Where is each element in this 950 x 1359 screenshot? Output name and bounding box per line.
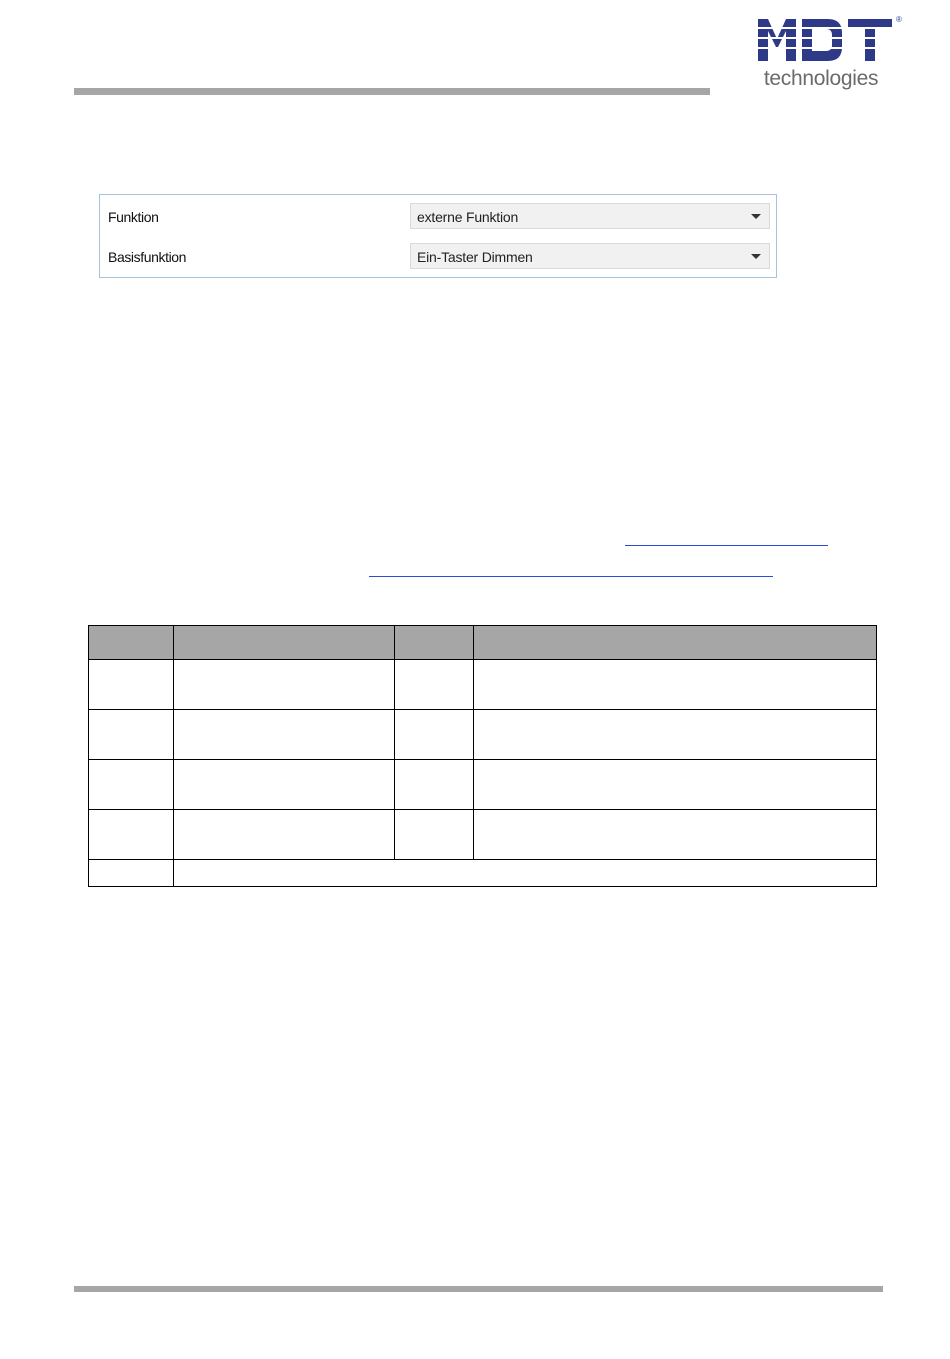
logo-subtitle: technologies — [763, 67, 879, 90]
table-header-row — [89, 626, 877, 660]
table-header-cell — [89, 626, 174, 660]
table-header-cell — [395, 626, 474, 660]
param-label-basisfunktion: Basisfunktion — [108, 249, 187, 265]
table-footer-row — [89, 860, 877, 887]
mdt-logo-mark — [756, 15, 896, 65]
table-row — [89, 760, 877, 810]
chevron-down-icon — [751, 254, 761, 259]
registered-mark: ® — [896, 15, 902, 24]
table-header-cell — [474, 626, 877, 660]
header-rule — [74, 88, 710, 95]
parameter-panel — [99, 194, 777, 278]
communication-objects-table — [88, 625, 877, 887]
mdt-logo — [756, 15, 906, 90]
table-row — [89, 810, 877, 860]
footer-rule — [74, 1286, 883, 1292]
basisfunktion-select-value: Ein-Taster Dimmen — [417, 249, 533, 265]
param-row-basisfunktion — [100, 243, 776, 273]
table-row — [89, 710, 877, 760]
funktion-select[interactable] — [410, 203, 770, 229]
funktion-select-value: externe Funktion — [417, 209, 519, 225]
param-label-funktion: Funktion — [108, 209, 159, 225]
chevron-down-icon — [751, 214, 761, 219]
hyperlink-2[interactable] — [369, 576, 773, 577]
table-row — [89, 660, 877, 710]
basisfunktion-select[interactable] — [410, 243, 770, 269]
hyperlink-1[interactable] — [625, 545, 828, 546]
table-header-cell — [174, 626, 395, 660]
param-row-funktion — [100, 203, 776, 233]
